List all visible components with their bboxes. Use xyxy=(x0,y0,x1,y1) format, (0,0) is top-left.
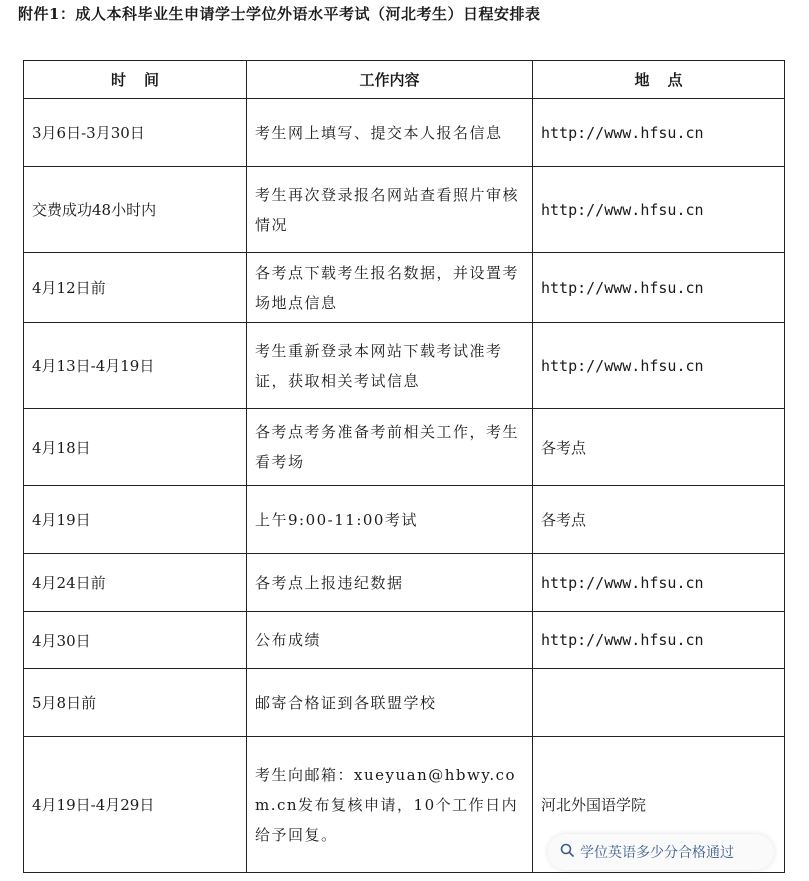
cell-time: 4月19日 xyxy=(24,486,247,554)
search-icon xyxy=(560,843,580,861)
table-row xyxy=(24,253,785,323)
related-search-tag[interactable] xyxy=(548,834,774,870)
cell-place: 河北外国语学院 xyxy=(533,737,785,873)
cell-content: 考生网上填写、提交本人报名信息 xyxy=(247,99,533,167)
cell-content: 考生重新登录本网站下载考试准考证，获取相关考试信息 xyxy=(247,323,533,409)
cell-place: 各考点 xyxy=(533,409,785,486)
table-row xyxy=(24,669,785,737)
table-row xyxy=(24,167,785,253)
cell-time: 3月6日-3月30日 xyxy=(24,99,247,167)
cell-content: 各考点上报违纪数据 xyxy=(247,554,533,612)
cell-time: 4月24日前 xyxy=(24,554,247,612)
header-content: 工作内容 xyxy=(247,61,533,99)
cell-content: 各考点下载考生报名数据，并设置考场地点信息 xyxy=(247,253,533,323)
cell-content: 考生向邮箱：xueyuan@hbwy.com.cn发布复核申请，10个工作日内给予回复。 xyxy=(247,737,533,873)
cell-content: 邮寄合格证到各联盟学校 xyxy=(247,669,533,737)
cell-content: 公布成绩 xyxy=(247,612,533,669)
document-title: 附件1：成人本科毕业生申请学士学位外语水平考试（河北考生）日程安排表 xyxy=(18,5,541,23)
cell-time: 4月19日-4月29日 xyxy=(24,737,247,873)
cell-place: http://www.hfsu.cn xyxy=(533,167,785,253)
schedule-table xyxy=(23,60,785,873)
table-row xyxy=(24,612,785,669)
header-time: 时间 xyxy=(24,61,247,99)
table-header-row xyxy=(24,61,785,99)
cell-content: 上午9:00-11:00考试 xyxy=(247,486,533,554)
cell-place: http://www.hfsu.cn xyxy=(533,612,785,669)
cell-time: 交费成功48小时内 xyxy=(24,167,247,253)
cell-place: http://www.hfsu.cn xyxy=(533,554,785,612)
cell-place: http://www.hfsu.cn xyxy=(533,323,785,409)
table-row xyxy=(24,99,785,167)
cell-time: 4月30日 xyxy=(24,612,247,669)
table-row xyxy=(24,409,785,486)
table-row xyxy=(24,323,785,409)
header-place: 地点 xyxy=(533,61,785,99)
table-row xyxy=(24,486,785,554)
cell-place: http://www.hfsu.cn xyxy=(533,253,785,323)
search-tag-label: 学位英语多少分合格通过 xyxy=(580,845,734,861)
cell-time: 4月13日-4月19日 xyxy=(24,323,247,409)
table-row xyxy=(24,554,785,612)
cell-time: 4月18日 xyxy=(24,409,247,486)
cell-content: 考生再次登录报名网站查看照片审核情况 xyxy=(247,167,533,253)
cell-place xyxy=(533,669,785,737)
cell-place: 各考点 xyxy=(533,486,785,554)
cell-content: 各考点考务准备考前相关工作，考生看考场 xyxy=(247,409,533,486)
cell-time: 4月12日前 xyxy=(24,253,247,323)
cell-time: 5月8日前 xyxy=(24,669,247,737)
cell-place: http://www.hfsu.cn xyxy=(533,99,785,167)
